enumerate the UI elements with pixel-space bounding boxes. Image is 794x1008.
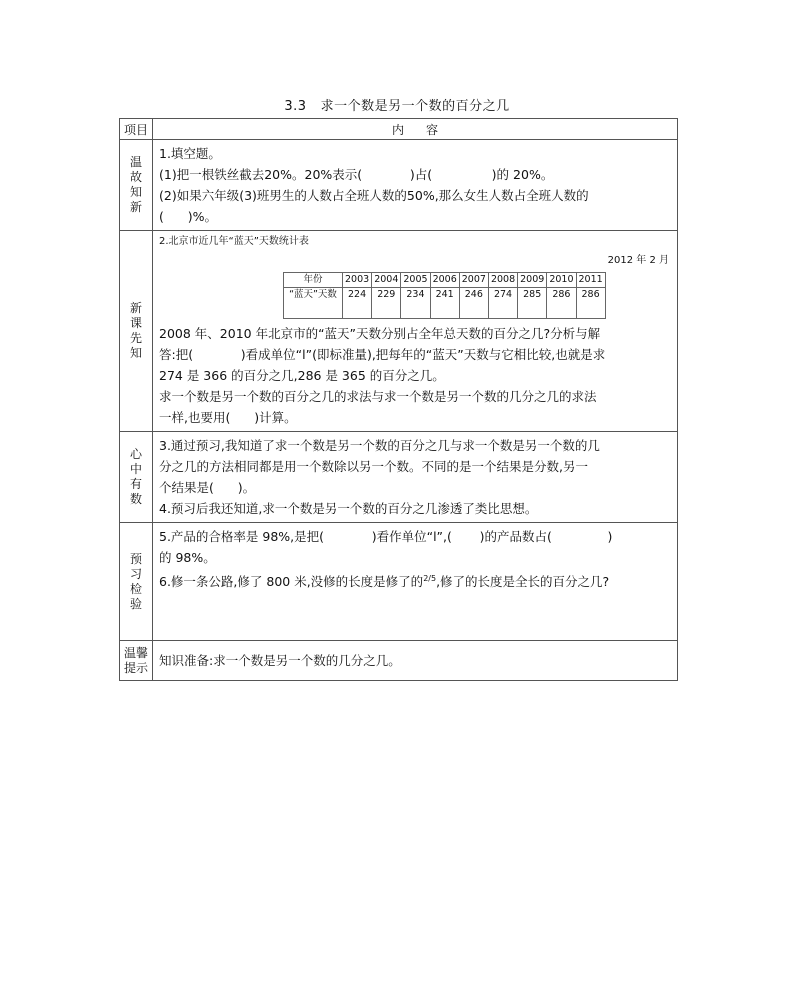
review-line-2: (1)把一根铁丝截去20%。20%表示( )占( )的 20%。 [159, 167, 554, 182]
newlesson-content [153, 231, 678, 432]
year-cell: 2011 [576, 273, 605, 288]
mind-para-1: 3.通过预习,我知道了求一个数是另一个数的百分之几与求一个数是另一个数的几 [159, 438, 600, 453]
year-cell: 2010 [547, 273, 576, 288]
days-cell: 224 [343, 288, 372, 319]
mind-row [120, 432, 678, 523]
year-cell: 2004 [372, 273, 401, 288]
days-cell: 229 [372, 288, 401, 319]
review-line-3: (2)如果六年级(3)班男生的人数占全班人数的50%,那么女生人数占全班人数的 [159, 188, 589, 203]
days-cell: 246 [459, 288, 488, 319]
mind-content [153, 432, 678, 523]
days-cell: 274 [488, 288, 517, 319]
newlesson-para-1: 2008 年、2010 年北京市的“蓝天”天数分别占全年总天数的百分之几?分析与解 [159, 326, 601, 341]
days-row [284, 288, 606, 319]
check-para-2: 的 98%。 [159, 550, 216, 565]
year-cell: 2007 [459, 273, 488, 288]
page-title [0, 95, 794, 114]
check-para-3: 6.修一条公路,修了 800 米,没修的长度是修了的$^{2/5}$,修了的长度是全长的百分之几? [159, 574, 610, 590]
days-cell: 234 [401, 288, 430, 319]
newlesson-para-2: 答:把( )看成单位“l”(即标准量),把每年的“蓝天”天数与它相比较,也就是求 [159, 347, 606, 362]
tip-content [153, 641, 678, 681]
newlesson-row [120, 231, 678, 432]
label-mind: 心 中 有 数 [120, 432, 153, 523]
days-cell: 285 [518, 288, 547, 319]
days-cell: 286 [576, 288, 605, 319]
label-newlesson: 新 课 先 知 [120, 231, 153, 432]
year-cell: 2009 [518, 273, 547, 288]
newlesson-para-5: 一样,也要用( )计算。 [159, 410, 297, 425]
year-cell: 2005 [401, 273, 430, 288]
title-text: 求一个数是另一个数的百分之几 [320, 99, 510, 114]
mind-para-4: 4.预习后我还知道,求一个数是另一个数的百分之几渗透了类比思想。 [159, 501, 538, 516]
header-content: 内容 [153, 119, 678, 140]
mind-para-2: 分之几的方法相同都是用一个数除以另一个数。不同的是一个结果是分数,另一 [159, 459, 588, 474]
newlesson-para-4: 求一个数是另一个数的百分之几的求法与求一个数是另一个数的几分之几的求法 [159, 389, 597, 404]
stats-table-title: 2.北京市近几年“蓝天”天数统计表 [159, 236, 309, 247]
fraction: 2/5 [423, 574, 437, 583]
header-project: 项目 [120, 119, 153, 140]
year-cell: 2006 [430, 273, 459, 288]
review-row [120, 140, 678, 231]
mind-para-3: 个结果是( )。 [159, 480, 256, 495]
tip-row [120, 641, 678, 681]
label-check: 预 习 检 验 [120, 523, 153, 641]
year-cell: 2003 [343, 273, 372, 288]
years-row [284, 273, 606, 288]
check-para-1: 5.产品的合格率是 98%,是把( )看作单位“l”,( )的产品数占( ) [159, 529, 613, 544]
review-line-4: ( )%。 [159, 209, 217, 224]
newlesson-para-3: 274 是 366 的百分之几,286 是 365 的百分之几。 [159, 368, 445, 383]
tip-text: 知识准备:求一个数是另一个数的几分之几。 [159, 653, 401, 668]
review-content [153, 140, 678, 231]
check-content [153, 523, 678, 641]
days-cell: 241 [430, 288, 459, 319]
check-row [120, 523, 678, 641]
label-tip: 温馨 提示 [120, 641, 153, 681]
section-number: 3.3 [284, 99, 307, 114]
label-review: 温 故 知 新 [120, 140, 153, 231]
header-row [120, 119, 678, 140]
years-header: 年份 [284, 273, 343, 288]
review-line-1: 1.填空题。 [159, 146, 221, 161]
days-header: “蓝天”天数 [284, 288, 343, 319]
year-cell: 2008 [488, 273, 517, 288]
blue-sky-table [283, 272, 606, 319]
table-date: 2012 年 2 月 [607, 255, 669, 266]
days-cell: 286 [547, 288, 576, 319]
worksheet-table [119, 118, 678, 681]
